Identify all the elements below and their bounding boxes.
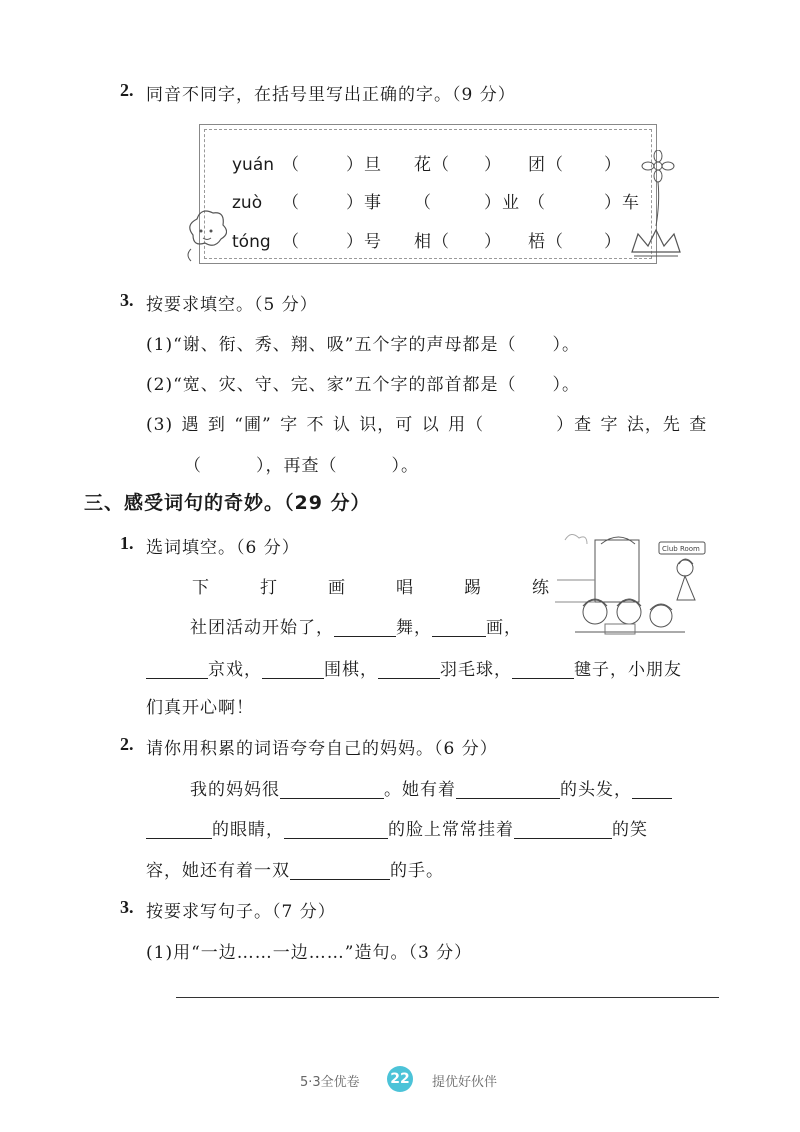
question-number: 1. [120, 533, 134, 553]
word-part[interactable]: 花（ [414, 155, 450, 175]
text: 画， [486, 618, 522, 638]
word-part[interactable]: 相（ [414, 232, 450, 252]
fill-line [146, 856, 444, 881]
question-number: 3. [120, 897, 134, 917]
text: 的脸上常常挂着 [388, 820, 514, 840]
pinyin-row [232, 227, 622, 252]
word-part: ）业 [484, 193, 520, 213]
text: 毽子，小朋友 [574, 660, 682, 680]
word-part: ） [484, 232, 502, 252]
pinyin: yuán [232, 155, 275, 175]
word-part[interactable]: （ [414, 193, 432, 213]
fill-item[interactable]: (1)“谢、衔、秀、翔、吸”五个字的声母都是（ ）。 [146, 335, 580, 355]
text: 。她有着 [384, 780, 456, 800]
footer-slogan: 提优好伙伴 [432, 1075, 498, 1090]
footer-brand: 5·3全优卷 [300, 1075, 360, 1090]
word-bank [192, 573, 550, 598]
fill-item[interactable]: (2)“宽、灾、守、完、家”五个字的部首都是（ ）。 [146, 375, 580, 395]
answer-blank[interactable] [262, 660, 324, 679]
fill-line [190, 775, 672, 800]
answer-blank[interactable] [146, 820, 212, 839]
question-prompt: 请你用积累的词语夸夸自己的妈妈。（6 分） [146, 739, 498, 759]
word-part[interactable]: 团（ [528, 155, 564, 175]
crown-doodle-icon [628, 226, 684, 262]
fill-item-continued[interactable]: （ ），再查（ ）。 [184, 456, 419, 476]
children-playing-illustration [555, 520, 725, 640]
answer-blank[interactable] [378, 660, 440, 679]
text: 我的妈妈很 [190, 780, 280, 800]
question-prompt: 同音不同字，在括号里写出正确的字。（9 分） [146, 85, 516, 105]
text: 京戏， [208, 660, 262, 680]
text: 的笑 [612, 820, 648, 840]
word-part: ）车 [604, 193, 640, 213]
answer-blank[interactable] [512, 660, 574, 679]
pinyin-row [232, 150, 622, 175]
text: 的手。 [390, 861, 444, 881]
page-number: 22 [387, 1066, 413, 1092]
word-part: ）号 [346, 232, 382, 252]
answer-blank[interactable] [334, 618, 396, 637]
question-prompt: 按要求填空。（5 分） [146, 295, 318, 315]
word-option: 下 [192, 578, 210, 598]
word-part: ） [604, 232, 622, 252]
fill-item: (1)用“一边……一边……”造句。（3 分） [146, 943, 473, 963]
fill-line [146, 655, 682, 680]
fill-line: 们真开心啊！ [146, 698, 254, 718]
answer-blank[interactable] [514, 820, 612, 839]
answer-blank[interactable] [432, 618, 486, 637]
answer-blank[interactable] [456, 780, 560, 799]
fill-item[interactable]: (3) 遇 到 “圃” 字 不 认 识，可 以 用（ ）查 字 法，先 查 [146, 415, 708, 435]
answer-blank[interactable] [290, 861, 390, 880]
question-number: 2. [120, 80, 134, 100]
text: 容，她还有着一双 [146, 861, 290, 881]
text: 围棋， [324, 660, 378, 680]
text: 舞， [396, 618, 432, 638]
word-part: ） [484, 155, 502, 175]
answer-line[interactable] [176, 997, 719, 998]
pinyin: tóng [232, 232, 271, 252]
fill-line [190, 613, 522, 638]
word-part[interactable]: 梧（ [528, 232, 564, 252]
answer-blank[interactable] [632, 780, 672, 799]
question-prompt: 按要求写句子。（7 分） [146, 902, 336, 922]
club-room-sign: Club Room [662, 545, 700, 553]
answer-blank[interactable] [284, 820, 388, 839]
flower-doodle-icon [640, 150, 676, 230]
word-option: 练 [532, 578, 550, 598]
answer-blank[interactable] [280, 780, 384, 799]
blank-open[interactable]: （ [282, 232, 300, 252]
text: 社团活动开始了， [190, 618, 334, 638]
word-part[interactable]: （ [528, 193, 546, 213]
word-part: ）旦 [346, 155, 382, 175]
pinyin: zuò [232, 193, 263, 213]
text: 羽毛球， [440, 660, 512, 680]
blank-open[interactable]: （ [282, 193, 300, 213]
section-title: 三、感受词句的奇妙。（29 分） [84, 492, 371, 514]
word-option: 踢 [464, 578, 482, 598]
word-option: 唱 [396, 578, 414, 598]
cloud-doodle-icon [183, 205, 227, 265]
word-option: 画 [328, 578, 346, 598]
word-part: ）事 [346, 193, 382, 213]
blank-open[interactable]: （ [282, 155, 300, 175]
question-number: 3. [120, 290, 134, 310]
word-option: 打 [260, 578, 278, 598]
question-prompt: 选词填空。（6 分） [146, 538, 300, 558]
word-part: ） [604, 155, 622, 175]
fill-line [146, 815, 648, 840]
text: 的眼睛， [212, 820, 284, 840]
answer-blank[interactable] [146, 660, 208, 679]
pinyin-row [232, 188, 640, 213]
text: 的头发， [560, 780, 632, 800]
question-number: 2. [120, 734, 134, 754]
